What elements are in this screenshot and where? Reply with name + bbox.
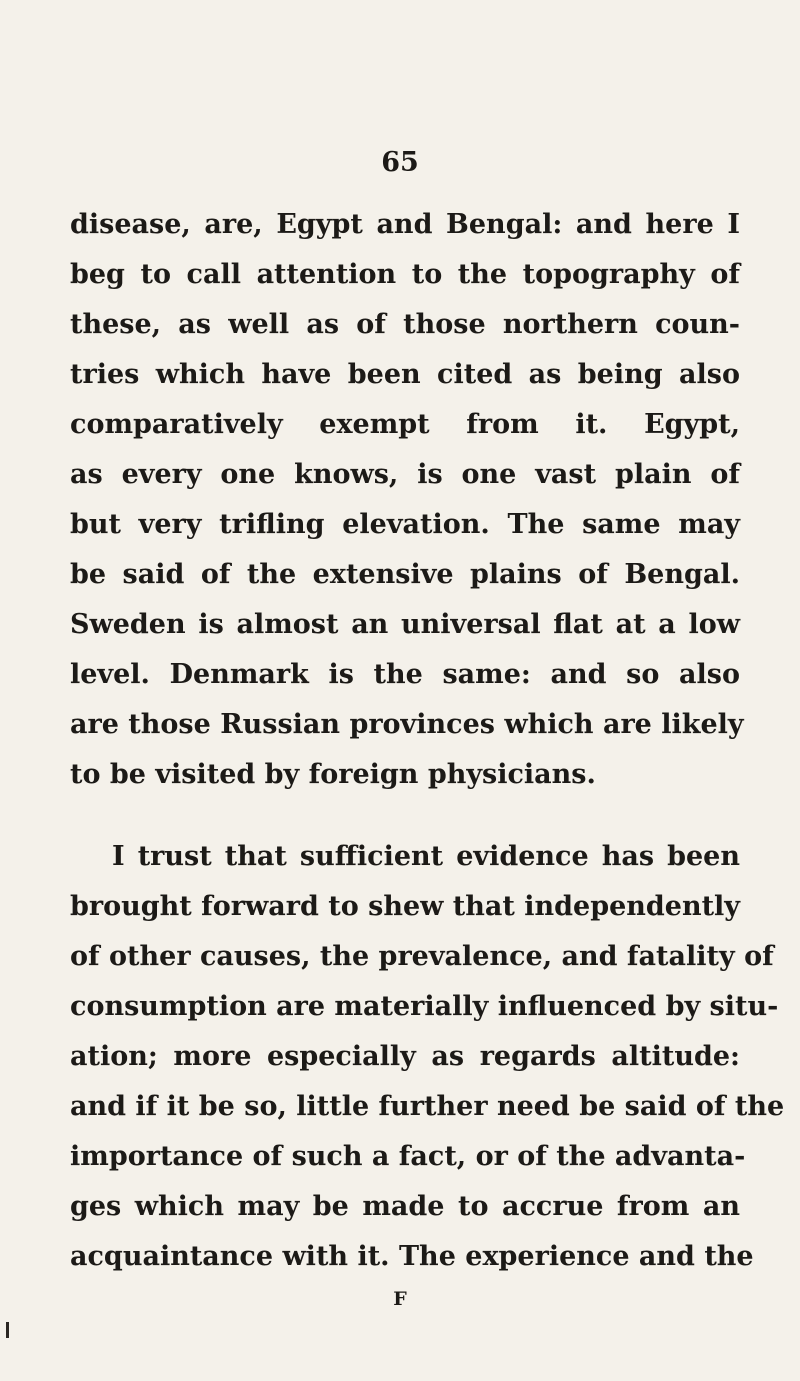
text-line: level. Denmark is the same: and so also: [70, 659, 740, 690]
ink-speck: [6, 1322, 9, 1338]
text-line: importance of such a fact, or of the advanta-: [70, 1141, 746, 1172]
text-line: to be visited by foreign physicians.: [70, 759, 596, 790]
text-line: be said of the extensive plains of Bengal.: [70, 559, 740, 590]
text-line: these, as well as of those northern coun-: [70, 309, 740, 340]
text-line: ges which may be made to accrue from an: [70, 1191, 740, 1222]
signature-mark: F: [393, 1288, 407, 1310]
text-line: brought forward to shew that independently: [70, 891, 740, 922]
text-line: ation; more especially as regards altitude:: [70, 1041, 740, 1072]
text-line: consumption are materially influenced by situ-: [70, 991, 779, 1022]
text-line: I trust that sufficient evidence has been: [112, 841, 740, 872]
text-line: as every one knows, is one vast plain of: [70, 459, 740, 490]
text-line: tries which have been cited as being also: [70, 359, 740, 390]
text-line: disease, are, Egypt and Bengal: and here I: [70, 209, 740, 240]
text-line: and if it be so, little further need be said of the: [70, 1091, 785, 1122]
text-line: are those Russian provinces which are likely: [70, 709, 744, 740]
text-line: comparatively exempt from it. Egypt,: [70, 409, 740, 440]
text-line: but very trifling elevation. The same may: [70, 509, 740, 540]
text-line: beg to call attention to the topography of: [70, 259, 740, 290]
page-number: 65: [381, 147, 419, 178]
text-line: acquaintance with it. The experience and the: [70, 1241, 754, 1272]
text-line: of other causes, the prevalence, and fatality of: [70, 941, 774, 972]
text-line: Sweden is almost an universal flat at a low: [70, 609, 740, 640]
